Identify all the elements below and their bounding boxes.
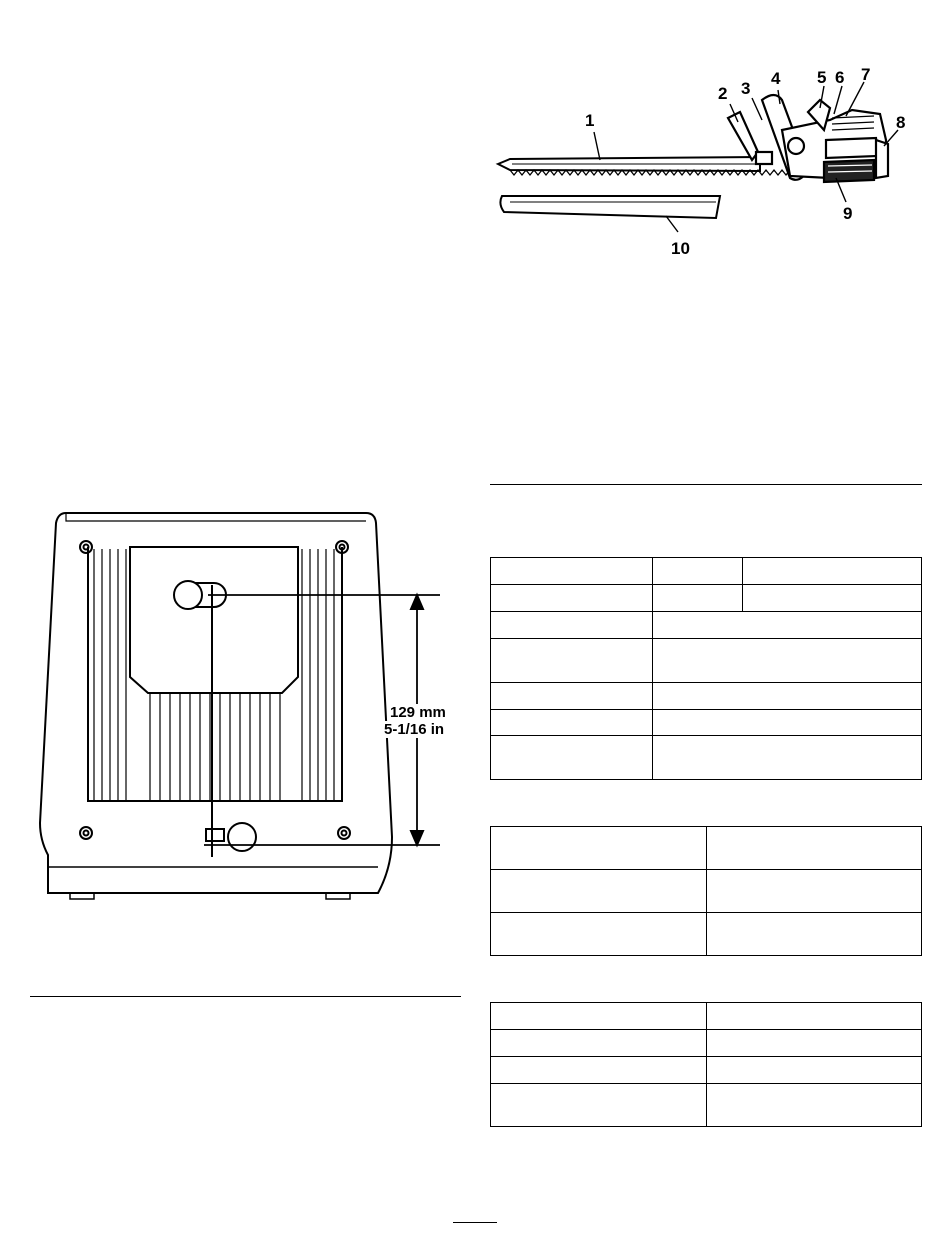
table-row: [491, 585, 922, 612]
callout-8: 8: [896, 113, 906, 132]
page-number-rule: [453, 1222, 497, 1223]
table-row: [491, 639, 922, 683]
callout-9: 9: [843, 204, 853, 223]
table-row: [491, 913, 922, 956]
section-rule-right: [490, 484, 922, 485]
dimension-mm-label: 129 mm: [390, 704, 446, 721]
table-row: [491, 1057, 922, 1084]
dimension-in-label: 5-1/16 in: [384, 721, 445, 738]
callout-3: 3: [741, 79, 751, 98]
callout-6: 6: [835, 68, 845, 87]
table-row: [491, 683, 922, 710]
callout-4: 4: [771, 69, 781, 88]
specifications-table-3: [490, 1002, 922, 1127]
table-row: [491, 612, 922, 639]
callout-10: 10: [671, 239, 690, 258]
table-row: [491, 827, 922, 870]
callout-2: 2: [718, 84, 728, 103]
hedge-trimmer-figure: [490, 60, 920, 270]
specifications-table-1: [490, 557, 922, 780]
callout-1: 1: [585, 111, 595, 130]
table-row: [491, 870, 922, 913]
callout-7: 7: [861, 65, 871, 84]
section-rule-left: [30, 996, 461, 997]
table-row: [491, 736, 922, 780]
specifications-table-2: [490, 826, 922, 956]
charger-back-figure: [30, 505, 450, 900]
callout-5: 5: [817, 68, 827, 87]
table-row: [491, 710, 922, 736]
table-row: [491, 1030, 922, 1057]
table-row: [491, 1084, 922, 1127]
blade-sheath-illustration: [500, 196, 720, 218]
table-row: [491, 1003, 922, 1030]
table-row: [491, 558, 922, 585]
